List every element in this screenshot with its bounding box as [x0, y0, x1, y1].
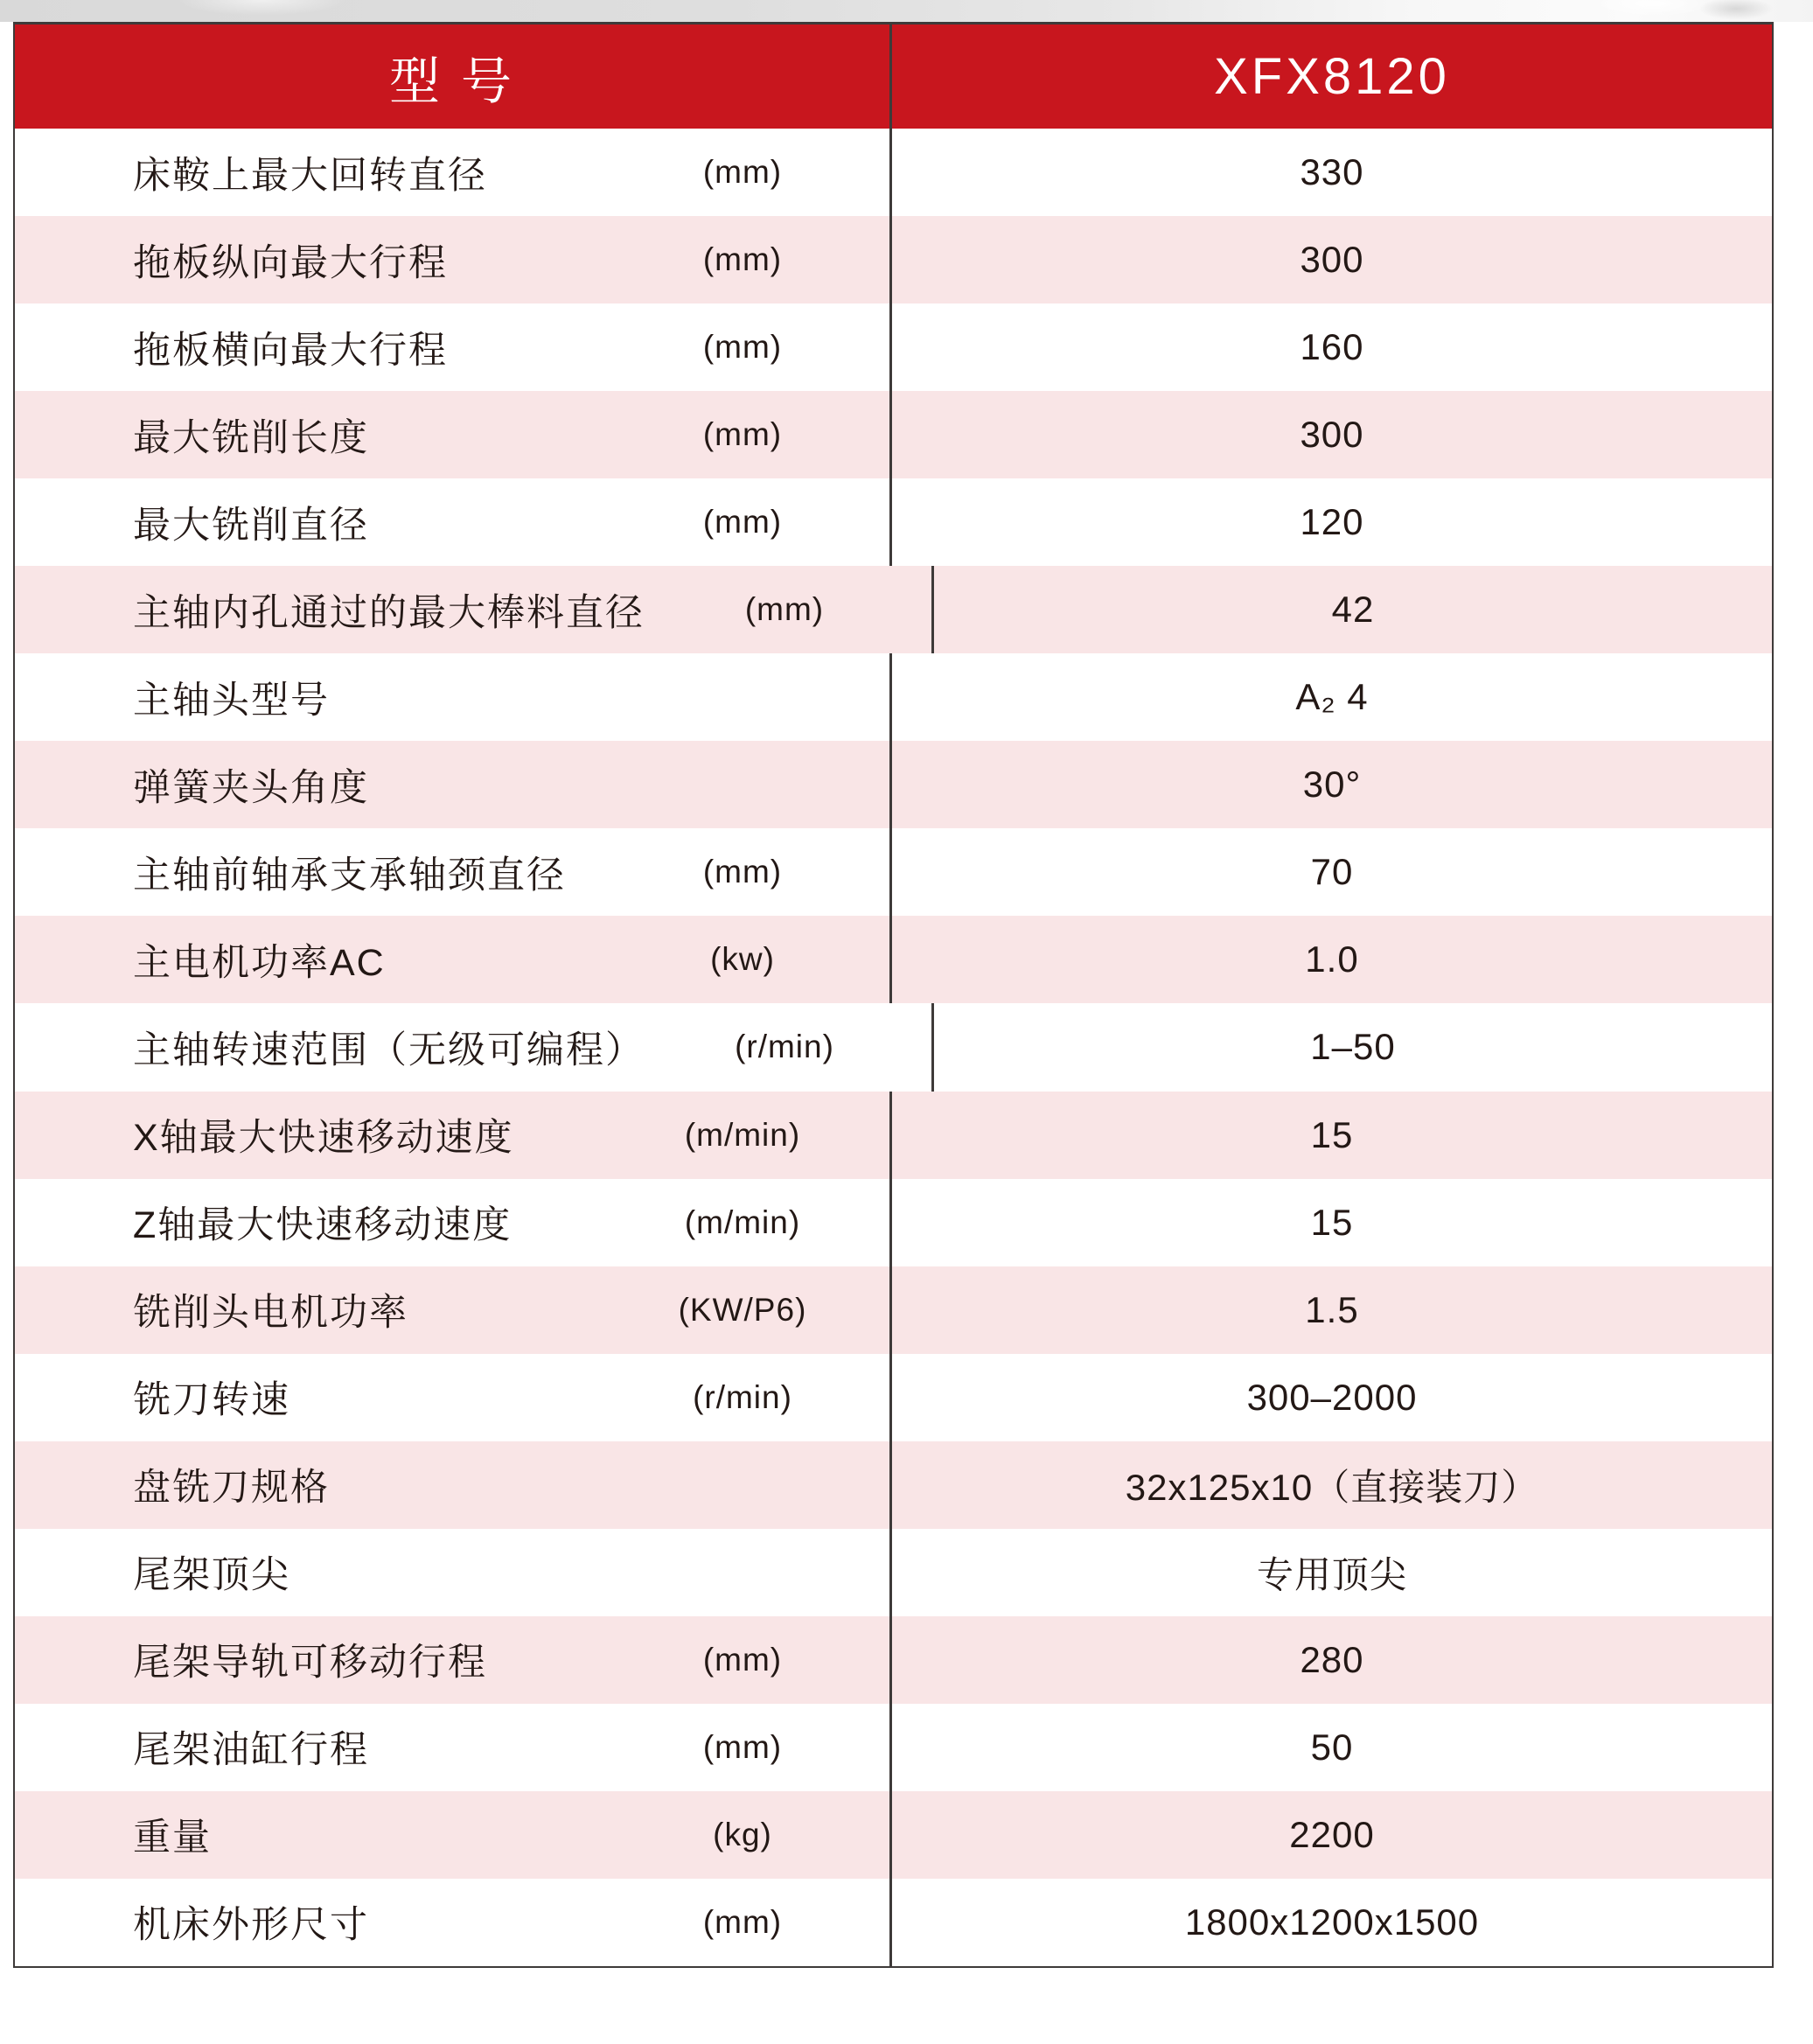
spec-unit: (KW/P6) — [678, 1291, 807, 1328]
spec-value-cell — [892, 478, 1772, 566]
spec-value: A₂ 4 — [1295, 676, 1369, 718]
header-model-value: XFX8120 — [1214, 48, 1450, 105]
spec-value-cell — [892, 1616, 1772, 1704]
spec-value-cell — [892, 216, 1772, 303]
spec-name-cell — [15, 1791, 892, 1879]
table-row — [15, 1529, 1772, 1616]
table-row — [15, 916, 1772, 1003]
spec-value: 1.5 — [1305, 1288, 1359, 1330]
spec-value: 15 — [1310, 1113, 1354, 1155]
table-row — [15, 1092, 1772, 1179]
spec-name-cell — [15, 916, 892, 1003]
spec-label: 尾架顶尖 — [133, 1554, 290, 1597]
spec-value: 50 — [1310, 1726, 1354, 1768]
spec-label: 主轴前轴承支承轴颈直径 — [133, 854, 566, 896]
spec-label: 盘铣刀规格 — [133, 1467, 330, 1510]
spec-value-cell — [892, 1179, 1772, 1266]
spec-value-cell — [934, 1003, 1772, 1091]
table-row — [15, 1791, 1772, 1879]
spec-label: 主轴头型号 — [133, 679, 330, 722]
spec-value-cell — [892, 391, 1772, 478]
spec-unit: (mm) — [702, 329, 783, 366]
spec-value: 30° — [1302, 764, 1362, 806]
spec-label: Z轴最大快速移动速度 — [133, 1204, 513, 1247]
spec-value-cell — [892, 653, 1772, 741]
spec-label: 主轴内孔通过的最大棒料直径 — [133, 591, 645, 634]
spec-label: 床鞍上最大回转直径 — [133, 154, 487, 197]
spec-value-cell — [892, 1529, 1772, 1616]
spec-unit: (r/min) — [693, 1378, 792, 1415]
table-row — [15, 391, 1772, 478]
table-row — [15, 129, 1772, 216]
spec-name-cell — [15, 1704, 892, 1791]
spec-label: 尾架油缸行程 — [133, 1729, 369, 1772]
spec-name-cell — [15, 1003, 934, 1091]
spec-value: 280 — [1300, 1638, 1364, 1680]
spec-label: 主轴转速范围（无级可编程） — [133, 1029, 645, 1071]
spec-unit: (mm) — [702, 504, 783, 541]
table-row — [15, 216, 1772, 303]
table-row — [15, 828, 1772, 916]
spec-unit: (mm) — [702, 1641, 783, 1678]
spec-value-cell — [892, 1879, 1772, 1966]
spec-table — [13, 22, 1774, 1968]
spec-value-cell — [892, 828, 1772, 916]
table-row — [15, 653, 1772, 741]
spec-name-cell — [15, 303, 892, 391]
spec-label: X轴最大快速移动速度 — [133, 1117, 514, 1160]
spec-value-cell — [892, 1791, 1772, 1879]
spec-name-cell — [15, 1092, 892, 1179]
spec-unit: (m/min) — [684, 1116, 801, 1153]
spec-value: 300 — [1300, 414, 1364, 456]
spec-value-cell — [892, 1092, 1772, 1179]
spec-unit: (mm) — [702, 1903, 783, 1940]
spec-value-cell — [892, 1266, 1772, 1354]
table-row — [15, 1879, 1772, 1966]
spec-label: 弹簧夹头角度 — [133, 766, 369, 809]
spec-unit: (kg) — [713, 1816, 772, 1852]
spec-name-cell — [15, 828, 892, 916]
spec-name-cell — [15, 1354, 892, 1441]
spec-label: 拖板纵向最大行程 — [133, 241, 448, 284]
spec-name-cell — [15, 653, 892, 741]
table-row — [15, 1441, 1772, 1529]
spec-unit: (mm) — [702, 1728, 783, 1765]
spec-value-cell — [892, 129, 1772, 216]
spec-name-cell — [15, 566, 934, 653]
table-row — [15, 303, 1772, 391]
table-row — [15, 1266, 1772, 1354]
spec-value-cell — [892, 741, 1772, 828]
table-header-row — [15, 24, 1772, 129]
table-row — [15, 1616, 1772, 1704]
spec-value-cell — [934, 566, 1772, 653]
photo-bottom-edge — [0, 0, 1813, 22]
spec-value: 1.0 — [1305, 938, 1359, 980]
spec-name-cell — [15, 391, 892, 478]
spec-value-cell — [892, 1441, 1772, 1529]
spec-value-cell — [892, 303, 1772, 391]
spec-unit: (mm) — [702, 241, 783, 278]
spec-label: 拖板横向最大行程 — [133, 329, 448, 372]
table-row — [15, 1704, 1772, 1791]
table-row — [15, 478, 1772, 566]
spec-unit: (mm) — [702, 854, 783, 890]
spec-name-cell — [15, 1529, 892, 1616]
spec-value: 120 — [1300, 501, 1364, 543]
spec-value-cell — [892, 916, 1772, 1003]
spec-name-cell — [15, 1266, 892, 1354]
spec-label: 重量 — [133, 1817, 212, 1859]
table-row — [15, 566, 1772, 653]
spec-value: 160 — [1300, 326, 1364, 368]
spec-label: 最大铣削长度 — [133, 416, 369, 459]
spec-name-cell — [15, 129, 892, 216]
spec-value: 300 — [1300, 239, 1364, 281]
spec-value: 1800x1200x1500 — [1184, 1901, 1480, 1943]
spec-value: 330 — [1300, 151, 1364, 193]
spec-name-cell — [15, 1441, 892, 1529]
spec-unit: (kw) — [710, 941, 775, 978]
table-row — [15, 1003, 1772, 1091]
spec-value: 1–50 — [1310, 1026, 1396, 1068]
spec-name-cell — [15, 741, 892, 828]
spec-name-cell — [15, 478, 892, 566]
spec-unit: (m/min) — [684, 1203, 801, 1240]
table-row — [15, 1179, 1772, 1266]
spec-value: 70 — [1310, 851, 1354, 893]
spec-label: 铣刀转速 — [133, 1379, 290, 1422]
spec-value: 专用顶尖 — [1256, 1553, 1407, 1595]
spec-value: 42 — [1331, 589, 1375, 631]
table-body — [15, 129, 1772, 1966]
spec-unit: (mm) — [702, 154, 783, 191]
spec-name-cell — [15, 1879, 892, 1966]
spec-unit: (mm) — [702, 416, 783, 453]
spec-name-cell — [15, 216, 892, 303]
spec-label: 最大铣削直径 — [133, 504, 369, 547]
table-row — [15, 741, 1772, 828]
spec-name-cell — [15, 1179, 892, 1266]
spec-value: 15 — [1310, 1201, 1354, 1243]
spec-value: 300–2000 — [1246, 1376, 1418, 1418]
spec-label: 尾架导轨可移动行程 — [133, 1642, 487, 1685]
spec-value-cell — [892, 1704, 1772, 1791]
spec-unit: (r/min) — [735, 1029, 834, 1065]
spec-value: 32x125x10（直接装刀） — [1125, 1466, 1539, 1508]
spec-name-cell — [15, 1616, 892, 1704]
spec-value: 2200 — [1289, 1813, 1375, 1855]
spec-label: 铣削头电机功率 — [133, 1292, 408, 1335]
spec-value-cell — [892, 1354, 1772, 1441]
table-row — [15, 1354, 1772, 1441]
spec-unit: (mm) — [744, 591, 825, 628]
spec-label: 机床外形尺寸 — [133, 1904, 369, 1947]
spec-label: 主电机功率AC — [133, 941, 386, 984]
header-model-label: 型 号 — [15, 24, 892, 129]
